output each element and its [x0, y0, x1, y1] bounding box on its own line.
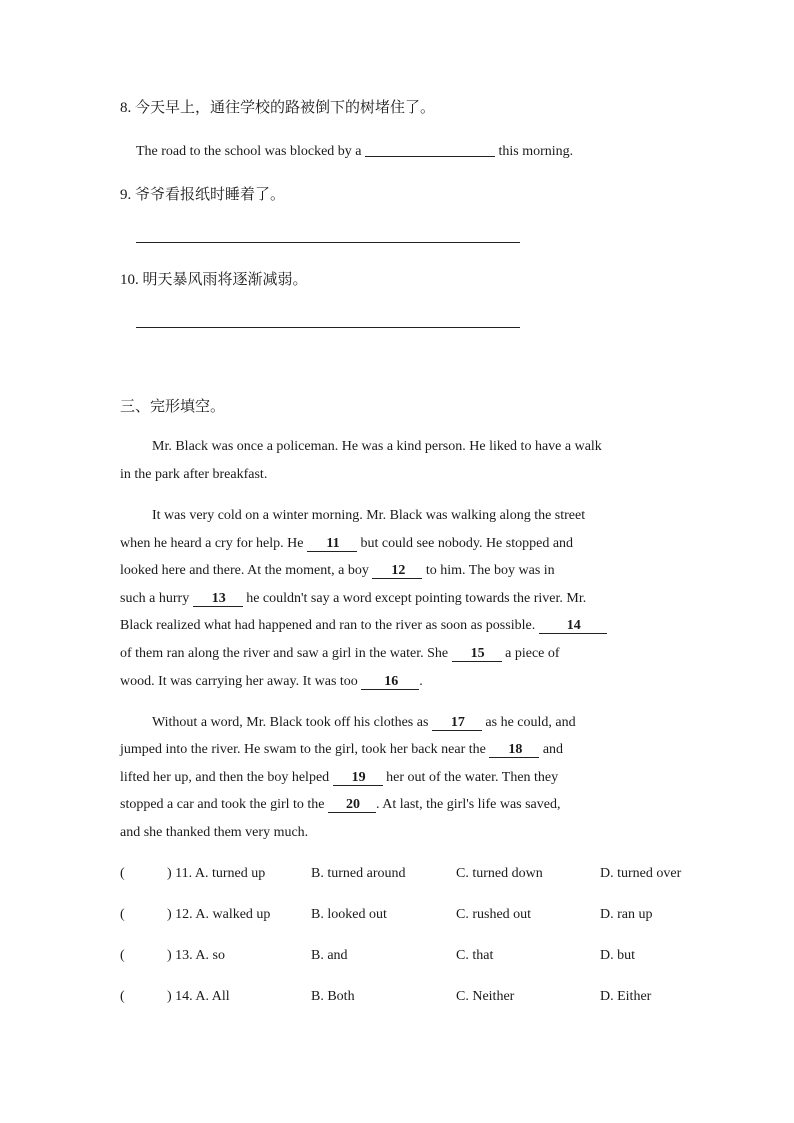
question-10-answer-line[interactable] — [136, 327, 520, 328]
option-a[interactable]: ) 12. A. walked up — [167, 907, 271, 922]
passage-text: jumped into the river. He swam to the girl, took her back near the — [120, 742, 486, 757]
passage-line — [120, 770, 558, 786]
passage-text: such a hurry — [120, 591, 190, 606]
passage-line — [120, 742, 563, 758]
answer-paren[interactable]: ( — [120, 989, 125, 1004]
passage-line — [120, 536, 573, 552]
option-b[interactable]: B. Both — [311, 989, 355, 1004]
blank-13[interactable]: 13 — [193, 591, 243, 607]
blank-11[interactable]: 11 — [307, 536, 357, 552]
option-b[interactable]: B. looked out — [311, 907, 387, 922]
option-b[interactable]: B. turned around — [311, 866, 406, 881]
passage-text: Black realized what had happened and ran to the river as soon as possible. — [120, 618, 536, 633]
answer-paren[interactable]: ( — [120, 948, 125, 963]
blank-18[interactable]: 18 — [489, 742, 539, 758]
question-9-prompt: 9. 爷爷看报纸时睡着了。 — [120, 187, 286, 203]
option-d[interactable]: D. but — [600, 948, 635, 963]
option-c[interactable]: C. rushed out — [456, 907, 532, 922]
blank-17[interactable]: 17 — [432, 715, 482, 731]
blank-12[interactable]: 12 — [372, 563, 422, 579]
passage-line — [120, 563, 555, 579]
option-a[interactable]: ) 11. A. turned up — [167, 866, 266, 881]
option-d[interactable]: D. turned over — [600, 866, 682, 881]
passage-line — [120, 674, 423, 690]
passage-text: when he heard a cry for help. He — [120, 536, 304, 551]
question-8-text-before: The road to the school was blocked by a — [136, 144, 362, 159]
passage-text: but could see nobody. He stopped and — [360, 536, 574, 551]
blank-19[interactable]: 19 — [333, 770, 383, 786]
passage-text: of them ran along the river and saw a girl in the water. She — [120, 646, 449, 661]
passage-line — [120, 618, 607, 634]
question-8-text-after: this morning. — [498, 144, 574, 159]
passage-text: wood. It was carrying her away. It was too — [120, 674, 358, 689]
passage-text: he couldn't say a word except pointing towards the river. Mr. — [246, 591, 587, 606]
question-8-prompt: 8. 今天早上，通往学校的路被倒下的树堵住了。 — [120, 100, 436, 116]
blank-14[interactable]: 14 — [539, 618, 607, 634]
passage-line: It was very cold on a winter morning. Mr. Black was walking along the street — [152, 508, 586, 523]
blank-20[interactable]: 20 — [328, 797, 376, 813]
passage-text: Without a word, Mr. Black took off his clothes as — [152, 715, 429, 730]
option-c[interactable]: C. that — [456, 948, 494, 963]
option-a[interactable]: ) 13. A. so — [167, 948, 225, 963]
answer-paren[interactable]: ( — [120, 866, 125, 881]
question-9-answer-line[interactable] — [136, 242, 520, 243]
passage-text: looked here and there. At the moment, a boy — [120, 563, 369, 578]
passage-text: stopped a car and took the girl to the — [120, 797, 325, 812]
question-8-sentence — [136, 142, 573, 160]
passage-text: to him. The boy was in — [425, 563, 555, 578]
passage-text: . — [419, 674, 423, 689]
option-d[interactable]: D. ran up — [600, 907, 653, 922]
option-c[interactable]: C. Neither — [456, 989, 515, 1004]
option-a[interactable]: ) 14. A. All — [167, 989, 230, 1004]
option-b[interactable]: B. and — [311, 948, 348, 963]
passage-text: her out of the water. Then they — [386, 770, 559, 785]
passage-line: Mr. Black was once a policeman. He was a kind person. He liked to have a walk — [152, 439, 602, 454]
answer-paren[interactable]: ( — [120, 907, 125, 922]
passage-text: and — [542, 742, 564, 757]
passage-text: . At last, the girl's life was saved, — [376, 797, 561, 812]
passage-text: a piece of — [505, 646, 560, 661]
blank-16[interactable]: 16 — [361, 674, 419, 690]
option-d[interactable]: D. Either — [600, 989, 652, 1004]
passage-line — [152, 715, 576, 731]
option-c[interactable]: C. turned down — [456, 866, 543, 881]
question-8-blank[interactable] — [365, 142, 495, 157]
passage-line — [120, 591, 586, 607]
passage-line — [120, 646, 560, 662]
blank-15[interactable]: 15 — [452, 646, 502, 662]
section-title: 三、完形填空。 — [120, 399, 226, 415]
passage-text: as he could, and — [485, 715, 576, 730]
question-10-prompt: 10. 明天暴风雨将逐渐减弱。 — [120, 272, 308, 288]
passage-text: lifted her up, and then the boy helped — [120, 770, 330, 785]
passage-line — [120, 797, 561, 813]
passage-line: and she thanked them very much. — [120, 825, 309, 840]
passage-line: in the park after breakfast. — [120, 467, 268, 482]
